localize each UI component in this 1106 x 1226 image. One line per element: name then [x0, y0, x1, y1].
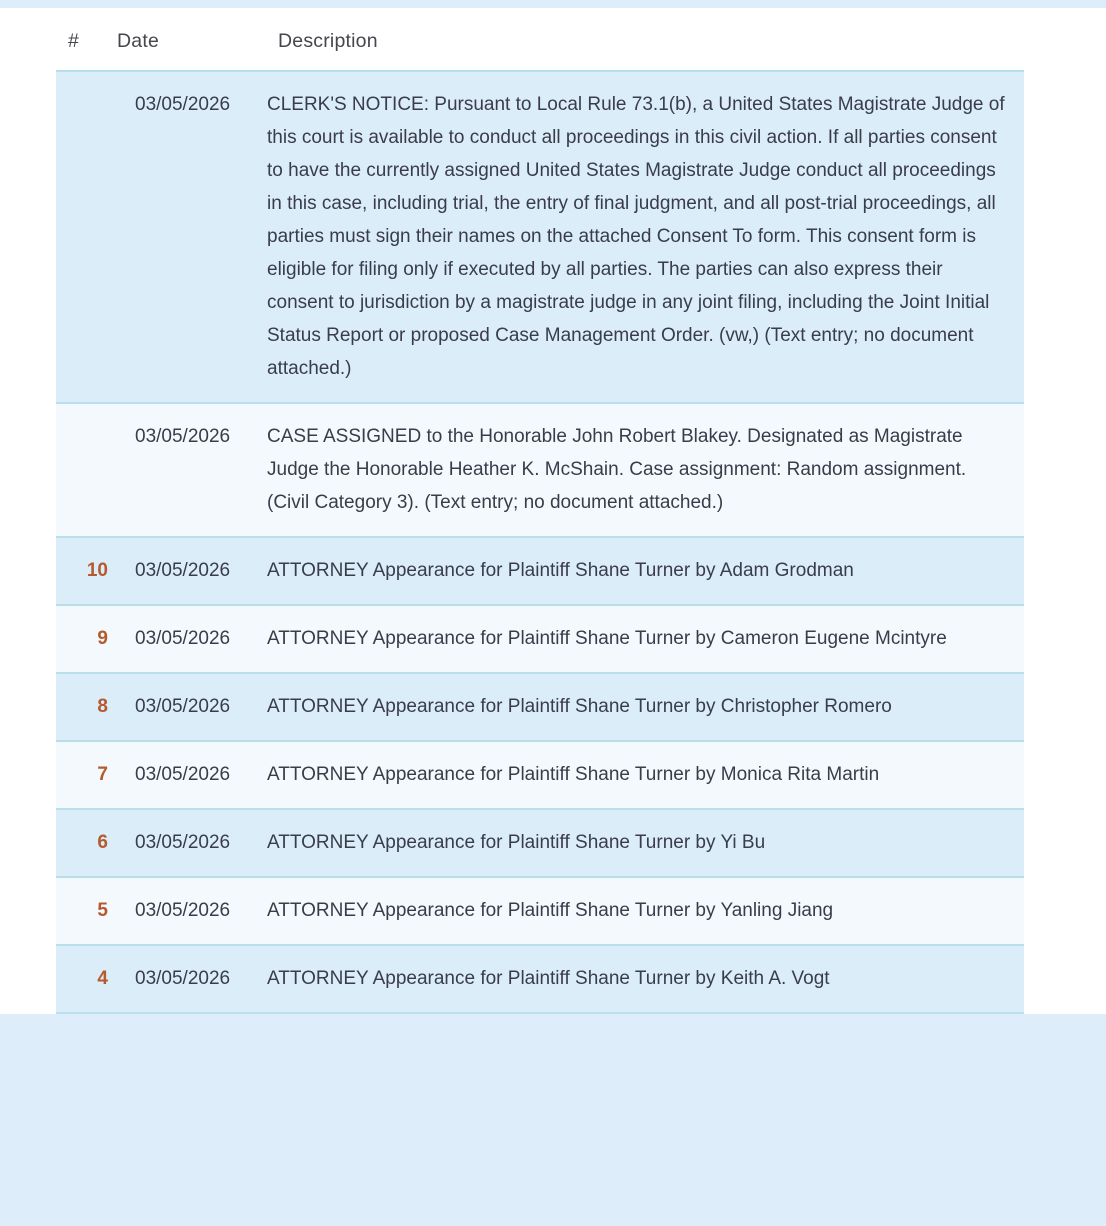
entry-description: ATTORNEY Appearance for Plaintiff Shane Turner by Adam Grodman: [267, 560, 854, 581]
entry-description: ATTORNEY Appearance for Plaintiff Shane Turner by Keith A. Vogt: [267, 968, 830, 989]
docket-entry-row: [56, 944, 1024, 1012]
column-header-date: Date: [117, 30, 159, 52]
entry-number-link[interactable]: 10: [86, 560, 108, 581]
entry-number-link[interactable]: 6: [97, 832, 108, 853]
docket-table-header: [0, 8, 1106, 70]
entry-number-link[interactable]: 9: [97, 628, 108, 649]
entry-description: ATTORNEY Appearance for Plaintiff Shane Turner by Cameron Eugene Mcintyre: [267, 628, 947, 649]
docket-entries-table: [56, 70, 1024, 1014]
column-header-number: #: [68, 30, 80, 52]
entry-date: 03/05/2026: [135, 900, 231, 921]
entry-description: ATTORNEY Appearance for Plaintiff Shane Turner by Yi Bu: [267, 832, 766, 853]
entry-description: ATTORNEY Appearance for Plaintiff Shane Turner by Monica Rita Martin: [267, 764, 880, 785]
docket-entry-row: [56, 876, 1024, 944]
docket-entry-row: [56, 402, 1024, 536]
entry-number-link[interactable]: [56, 88, 108, 385]
entry-number-link[interactable]: [56, 420, 108, 519]
entry-date: 03/05/2026: [135, 696, 231, 717]
docket-entry-row: [56, 740, 1024, 808]
entry-description: CASE ASSIGNED to the Honorable John Robert Blakey. Designated as Magistrate Judge the Honorable Heather K. McShain. Case assignment: Random assignment. (Civil Category 3). (Text entry; no document attached.): [267, 426, 967, 513]
docket-entry-row: [56, 536, 1024, 604]
entry-number-link[interactable]: 8: [97, 696, 108, 717]
entry-number-link[interactable]: 7: [97, 764, 108, 785]
column-header-description: Description: [278, 30, 378, 52]
entry-date: 03/05/2026: [135, 968, 231, 989]
entry-description: ATTORNEY Appearance for Plaintiff Shane Turner by Christopher Romero: [267, 696, 892, 717]
entry-description: ATTORNEY Appearance for Plaintiff Shane Turner by Yanling Jiang: [267, 900, 834, 921]
entry-number-link[interactable]: 5: [97, 900, 108, 921]
entry-date: 03/05/2026: [135, 426, 231, 447]
docket-entry-row: [56, 70, 1024, 402]
entry-date: 03/05/2026: [135, 832, 231, 853]
docket-entry-row: [56, 604, 1024, 672]
entry-date: 03/05/2026: [135, 94, 231, 115]
entry-number-link[interactable]: 4: [97, 968, 108, 989]
entry-date: 03/05/2026: [135, 628, 231, 649]
entry-description: CLERK'S NOTICE: Pursuant to Local Rule 73.1(b), a United States Magistrate Judge of this court is available to conduct all proceedings in this civil action. If all parties consent to have the currently assigned United States Magistrate Judge conduct all proceedings in this case, including trial, the entry of final judgment, and all post-trial proceedings, all parties must sign their names on the attached Consent To form. This consent form is eligible for filing only if executed by all parties. The parties can also express their consent to jurisdiction by a magistrate judge in any joint filing, including the Joint Initial Status Report or proposed Case Management Order. (vw,) (Text entry; no document attached.): [267, 94, 1005, 379]
docket-entry-row: [56, 808, 1024, 876]
entry-date: 03/05/2026: [135, 560, 231, 581]
page-bottom-strip: [0, 1014, 1106, 1226]
page-top-strip: [0, 0, 1106, 8]
docket-entry-row: [56, 672, 1024, 740]
entry-date: 03/05/2026: [135, 764, 231, 785]
